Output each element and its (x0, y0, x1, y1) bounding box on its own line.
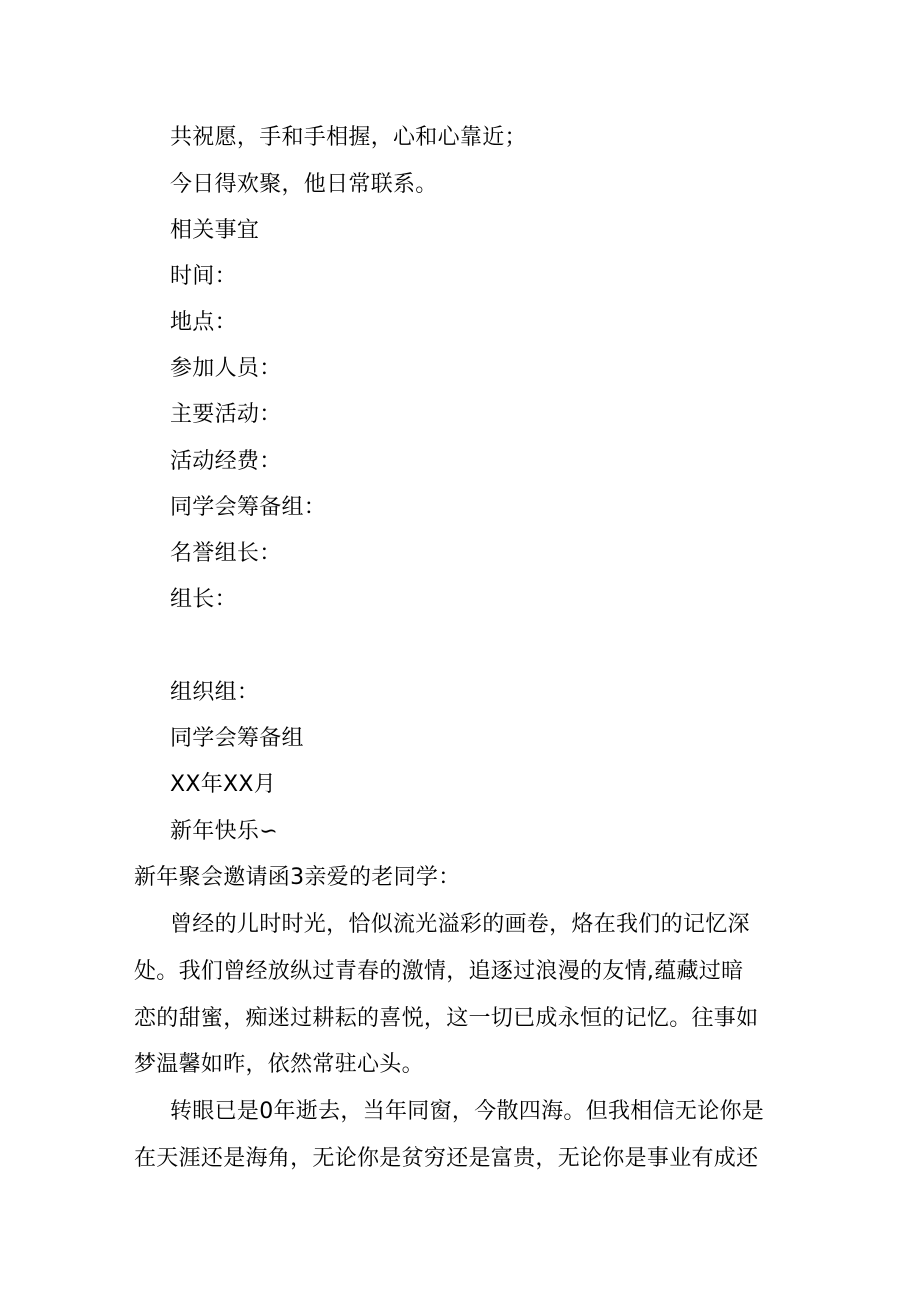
closing-greeting: 新年快乐∽ (170, 819, 278, 844)
paragraph-line: 梦温馨如昨，依然常驻心头。 (134, 1052, 424, 1077)
field-label-organizing-group: 组织组： (170, 680, 260, 705)
field-label-honorary-leader: 名誉组长： (170, 541, 282, 566)
paragraph-line: 处。我们曾经放纵过青春的激情，追逐过浪漫的友情,蕴藏过暗 (134, 959, 744, 984)
field-label-time: 时间： (170, 264, 237, 289)
paragraph-line: 在天涯还是海角，无论你是贫穷还是富贵，无论你是事业有成还 (134, 1146, 759, 1171)
signature-date: XX年XX月 (170, 772, 277, 797)
paragraph-line: 曾经的儿时时光，恰似流光溢彩的画卷，烙在我们的记忆深 (170, 912, 750, 937)
signature-group: 同学会筹备组 (170, 726, 304, 751)
letter-heading-salutation: 新年聚会邀请函3亲爱的老同学： (134, 865, 461, 890)
text-line-reunion: 今日得欢聚，他日常联系。 (170, 172, 438, 197)
text-line-blessing: 共祝愿，手和手相握，心和心靠近； (170, 125, 527, 150)
paragraph-line: 恋的甜蜜，痴迷过耕耘的喜悦，这一切已成永恒的记忆。往事如 (134, 1006, 759, 1031)
section-heading-related-matters: 相关事宜 (170, 218, 260, 243)
field-label-location: 地点： (170, 310, 237, 335)
field-label-main-activities: 主要活动： (170, 402, 282, 427)
field-label-activity-funds: 活动经费： (170, 449, 282, 474)
field-label-preparatory-group: 同学会筹备组： (170, 495, 327, 520)
paragraph-line: 转眼已是0年逝去，当年同窗，今散四海。但我相信无论你是 (170, 1099, 765, 1124)
field-label-leader: 组长： (170, 587, 237, 612)
field-label-participants: 参加人员： (170, 356, 282, 381)
